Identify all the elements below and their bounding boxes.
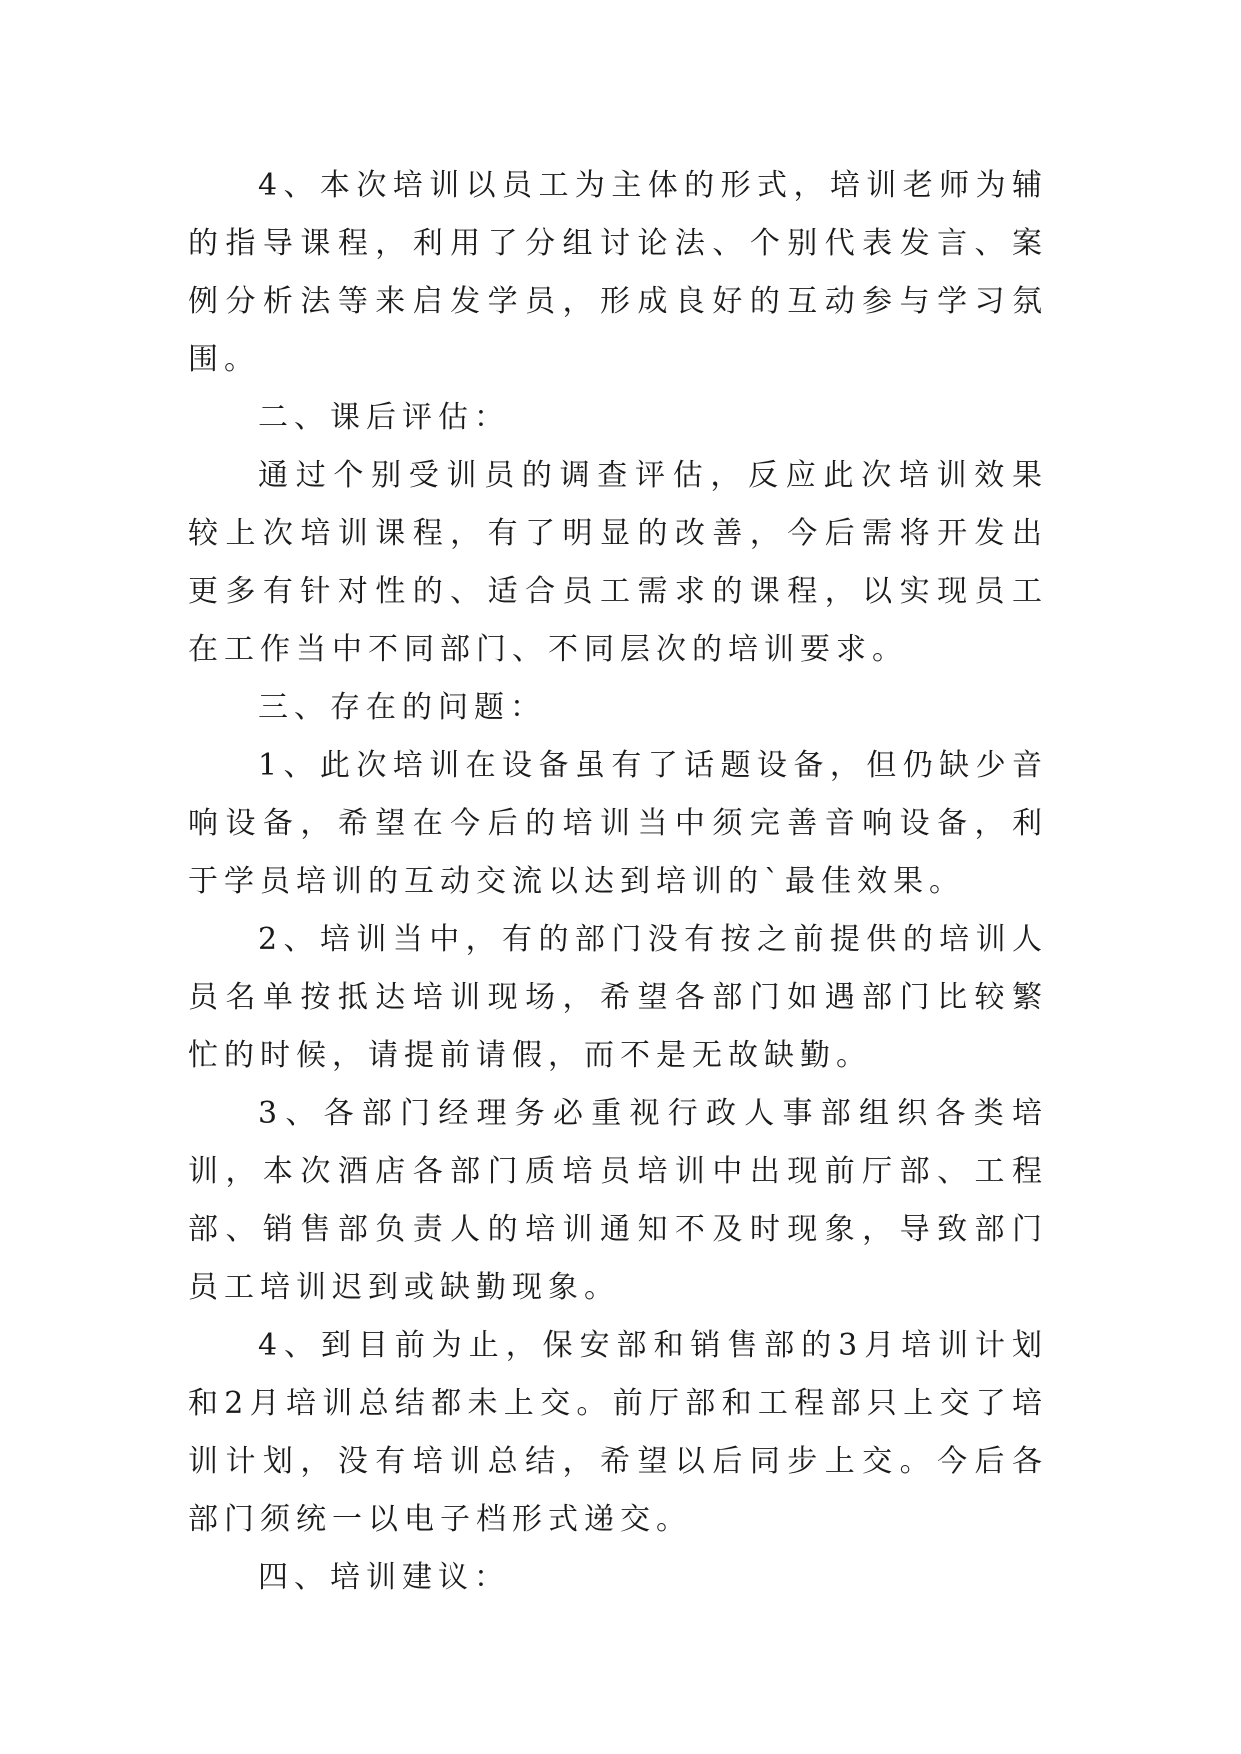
section-heading-evaluation: 二、课后评估： <box>258 400 510 435</box>
section-heading-suggestions: 四、培训建议： <box>258 1560 510 1595</box>
section-heading-problems: 三、存在的问题： <box>258 690 546 725</box>
document-body <box>188 157 1048 1607</box>
paragraph-problem-2: 2、培训当中，有的部门没有按之前提供的培训人员名单按抵达培训现场，希望各部门如遇部门比较繁忙的时候，请提前请假，而不是无故缺勤。 <box>188 922 1048 1073</box>
paragraph-evaluation: 通过个别受训员的调查评估，反应此次培训效果较上次培训课程，有了明显的改善，今后需将开发出更多有针对性的、适合员工需求的课程，以实现员工在工作当中不同部门、不同层次的培训要求。 <box>188 458 1048 667</box>
paragraph-item-4-teaching-format: 4、本次培训以员工为主体的形式，培训老师为辅的指导课程，利用了分组讨论法、个别代表发言、案例分析法等来启发学员，形成良好的互动参与学习氛围。 <box>188 168 1048 377</box>
paragraph-problem-1: 1、此次培训在设备虽有了话题设备，但仍缺少音响设备，希望在今后的培训当中须完善音响设备，利于学员培训的互动交流以达到培训的`最佳效果。 <box>188 748 1048 899</box>
paragraph-problem-3: 3、各部门经理务必重视行政人事部组织各类培训，本次酒店各部门质培员培训中出现前厅部、工程部、销售部负责人的培训通知不及时现象，导致部门员工培训迟到或缺勤现象。 <box>188 1096 1048 1305</box>
paragraph-problem-4: 4、到目前为止，保安部和销售部的3月培训计划和2月培训总结都未上交。前厅部和工程部只上交了培训计划，没有培训总结，希望以后同步上交。今后各部门须统一以电子档形式递交。 <box>188 1328 1048 1537</box>
